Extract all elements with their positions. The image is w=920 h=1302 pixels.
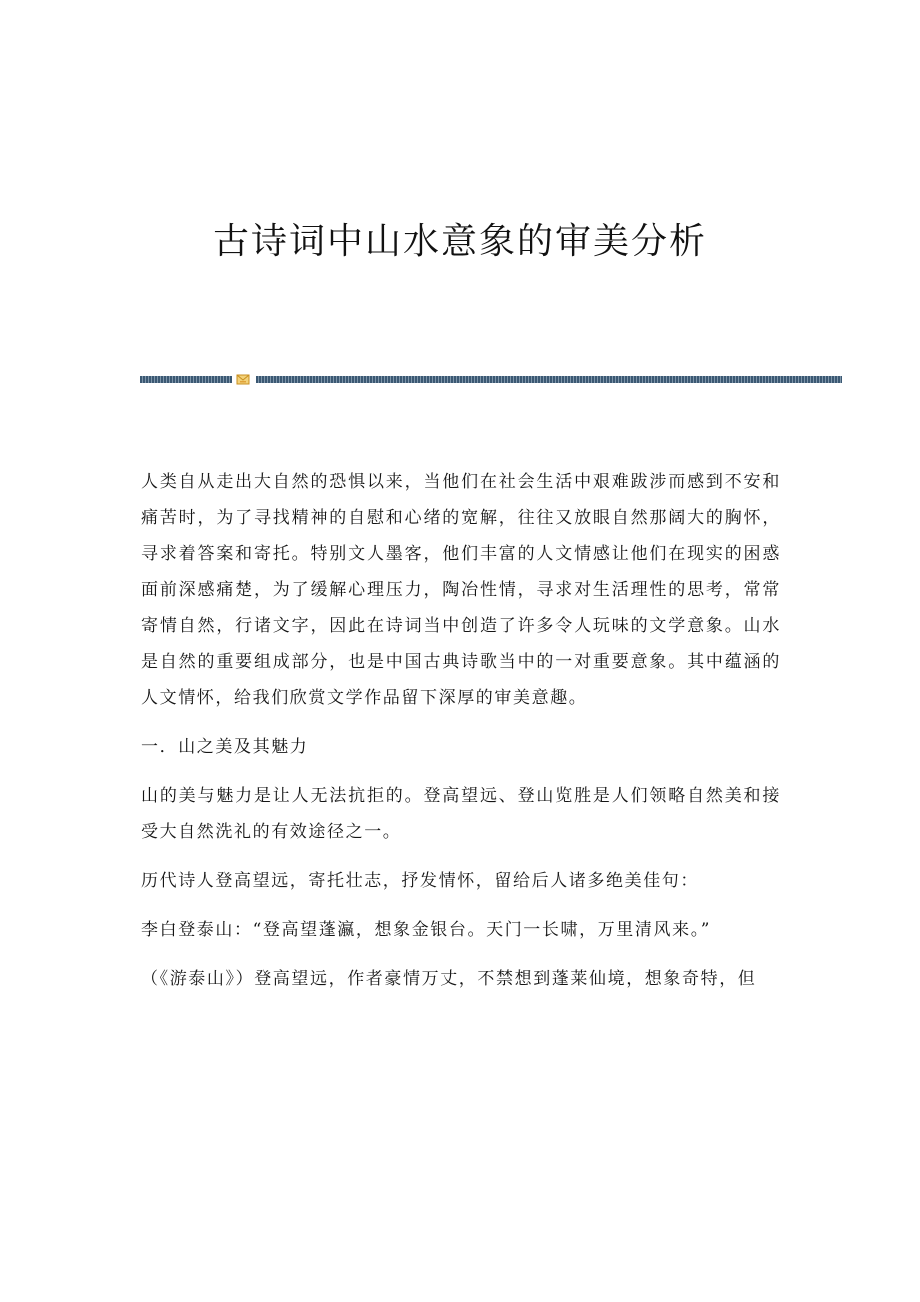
youtaishan-paragraph: （《游泰山》）登高望远，作者豪情万丈，不禁想到蓬莱仙境，想象奇特，但 <box>141 969 757 989</box>
divider-bar-left <box>140 376 232 383</box>
page-title: 古诗词中山水意象的审美分析 <box>212 221 707 262</box>
libai-quote-paragraph: 李白登泰山：“登高望蓬瀛，想象金银台。天门一长啸，万里清风来。” <box>141 920 712 940</box>
intro-paragraph: 人类自从走出大自然的恐惧以来，当他们在社会生活中艰难跋涉而感到不安和痛苦时，为了寻找精神的自慰和心绪的宽解，往往又放眼自然那阔大的胸怀，寻求着答案和寄托。特别文人墨客，他们丰富的人文情感让他们在现实的困惑面前深感痛楚，为了缓解心理压力，陶冶性情，寻求对生活理性的思考，常常寄情自然，行诸文字，因此在诗词当中创造了许多令人玩味的文学意象。山水是自然的重要组成部分，也是中国古典诗歌当中的一对重要意象。其中蕴涵的人文情怀，给我们欣赏文学作品留下深厚的审美意趣。 <box>141 472 781 708</box>
envelope-icon <box>236 372 250 386</box>
poets-paragraph: 历代诗人登高望远，寄托壮志，抒发情怀，留给后人诸多绝美佳句： <box>141 871 699 891</box>
mountain-paragraph: 山的美与魅力是让人无法抗拒的。登高望远、登山览胜是人们领略自然美和接受大自然洗礼的有效途径之一。 <box>141 786 781 842</box>
section-heading-mountain: 一．山之美及其魅力 <box>141 737 309 757</box>
document-body <box>141 464 781 1010</box>
divider-bar-right <box>256 376 842 383</box>
title-divider <box>140 372 842 386</box>
